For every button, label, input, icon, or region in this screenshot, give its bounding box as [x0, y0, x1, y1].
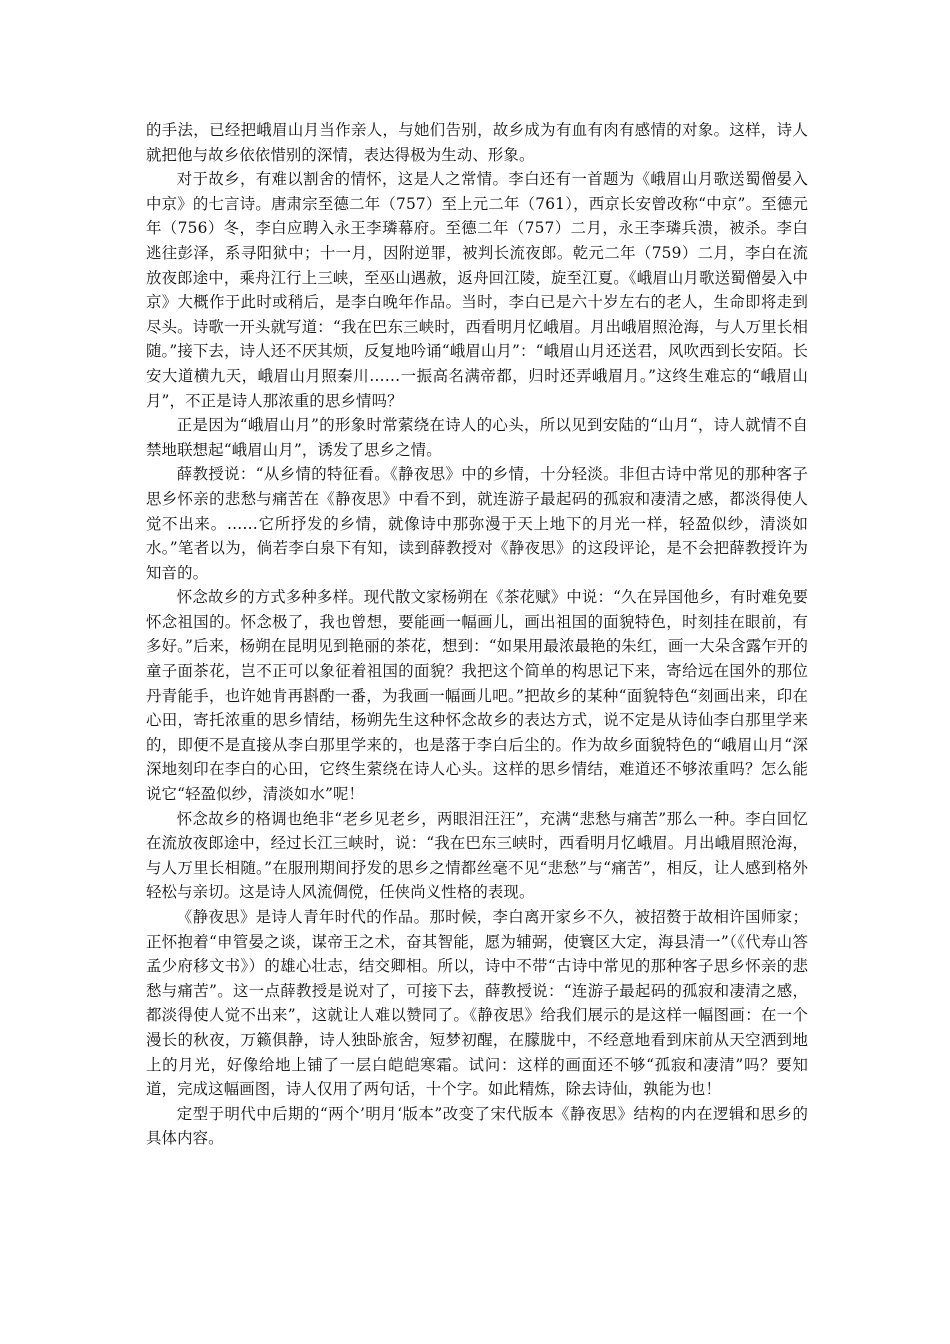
- paragraph-5: 怀念故乡的方式多种多样。现代散文家杨朔在《茶花赋》中说：“久在异国他乡，有时难免要怀念祖国的。怀念极了，我也曾想，要能画一幅画儿，画出祖国的面貌特色，时刻挂在眼前，有多好。”后来，杨朔在昆明见到艳丽的茶花，想到：“如果用最浓最艳的朱红，画一大朵含露乍开的童子面茶花，岂不正可以象征着祖国的面貌？我把这个简单的构思记下来，寄给远在国外的那位丹青能手，也许她肯再斟酌一番，为我画一幅画儿吧。”把故乡的某种“面貌特色“刻画出来，印在心田，寄托浓重的思乡情结，杨朔先生这种怀念故乡的表达方式，说不定是从诗仙李白那里学来的，即便不是直接从李白那里学来的，也是落于李白后尘的。作为故乡面貌特色的“峨眉山月“深深地刻印在李白的心田，它终生萦绕在诗人心头。这样的思乡情结，难道还不够浓重吗？怎么能说它“轻盈似纱，清淡如水”呢！: [146, 588, 808, 804]
- paragraph-2: 对于故乡，有难以割舍的情怀，这是人之常情。李白还有一首题为《峨眉山月歌送蜀僧晏入中京》的七言诗。唐肃宗至德二年（757）至上元二年（761），西京长安曾改称“中京”。至德元年（756）冬，李白应聘入永王李璘幕府。至德二年（757）二月，永王李璘兵溃，被杀。李白逃往彭泽，系寻阳狱中；十一月，因附逆罪，被判长流夜郎。乾元二年（759）二月，李白在流放夜郎途中，乘舟江行上三峡，至巫山遇赦，返舟回江陵，旋至江夏。《峨眉山月歌送蜀僧晏入中京》大概作于此时或稍后，是李白晚年作品。当时，李白已是六十岁左右的老人，生命即将走到尽头。诗歌一开头就写道：“我在巴东三峡时，西看明月忆峨眉。月出峨眉照沧海，与人万里长相随。”接下去，诗人还不厌其烦，反复地吟诵“峨眉山月”：“峨眉山月还送君，风吹西到长安陌。长安大道横九天，峨眉山月照秦川……一振高名满帝都，归时还弄峨眉月。”这终生难忘的“峨眉山月”，不正是诗人那浓重的思乡情吗？: [146, 170, 808, 410]
- paragraph-4: 薛教授说：“从乡情的特征看。《静夜思》中的乡情，十分轻淡。非但古诗中常见的那种客子思乡怀亲的悲愁与痛苦在《静夜思》中看不到，就连游子最起码的孤寂和凄清之感，都淡得使人觉不出来。……它所抒发的乡情，就像诗中那弥漫于天上地下的月光一样，轻盈似纱，清淡如水。”笔者以为，倘若李白泉下有知，读到薛教授对《静夜思》的这段评论，是不会把薛教授许为知音的。: [146, 465, 808, 582]
- paragraph-7: 《静夜思》是诗人青年时代的作品。那时候，李白离开家乡不久，被招赘于故相许国师家；正怀抱着“申管晏之谈，谋帝王之术，奋其智能，愿为辅弼，使寰区大定，海县清一”（《代寿山答孟少府移文书》）的雄心壮志，结交卿相。所以，诗中不带“古诗中常见的那种客子思乡怀亲的悲愁与痛苦”。这一点薛教授是说对了，可接下去，薛教授说：“连游子最起码的孤寂和凄清之感，都淡得使人觉不出来”，这就让人难以赞同了。《静夜思》给我们展示的是这样一幅图画：在一个漫长的秋夜，万籁俱静，诗人独卧旅舍，短梦初醒，在朦胧中，不经意地看到床前从天空洒到地上的月光，好像给地上铺了一层白皑皑寒霜。试问：这样的画面还不够“孤寂和凄清”吗？要知道，完成这幅画图，诗人仅用了两句话，十个字。如此精炼，除去诗仙，孰能为也！: [146, 908, 808, 1099]
- paragraph-6: 怀念故乡的格调也绝非“老乡见老乡，两眼泪汪汪”，充满“悲愁与痛苦”那么一种。李白回忆在流放夜郎途中，经过长江三峡时，说：“我在巴东三峡时，西看明月忆峨眉。月出峨眉照沧海，与人万里长相随。”在服刑期间抒发的思乡之情都丝毫不见“悲愁”与“痛苦”，相反，让人感到格外轻松与亲切。这是诗人风流倜傥，任侠尚义性格的表现。: [146, 809, 808, 902]
- article-body: [146, 118, 808, 1151]
- paragraph-1: 的手法，已经把峨眉山月当作亲人，与她们告别，故乡成为有血有肉有感情的对象。这样，诗人就把他与故乡依依惜别的深情，表达得极为生动、形象。: [146, 121, 808, 164]
- paragraph-8: 定型于明代中后期的“两个’明月‘版本”改变了宋代版本《静夜思》结构的内在逻辑和思乡的具体内容。: [146, 1104, 808, 1148]
- paragraph-3: 正是因为“峨眉山月”的形象时常萦绕在诗人的心头，所以见到安陆的“山月“，诗人就情不自禁地联想起“峨眉山月”，诱发了思乡之情。: [146, 416, 808, 459]
